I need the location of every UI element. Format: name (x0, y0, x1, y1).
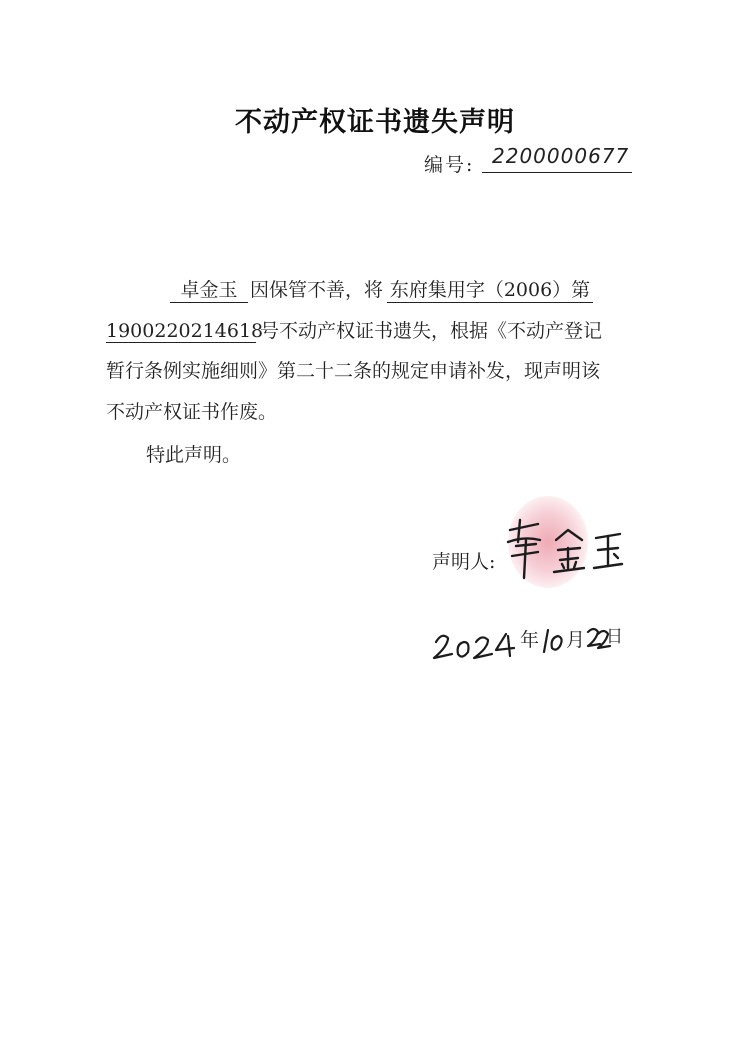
declarant-name-field: 卓金玉 (170, 275, 248, 303)
body-text-3: 暂行条例实施细则》第二十二条的规定申请补发，现声明该 (106, 360, 601, 382)
body-text-1: 因保管不善，将 (250, 279, 384, 301)
body-line-4 (106, 397, 277, 424)
closing-text: 特此声明。 (146, 444, 242, 466)
body-line-3 (106, 356, 600, 383)
certificate-word-field: 东府集用字（2006）第 (387, 275, 593, 303)
document-title: 不动产权证书遗失声明 (235, 107, 515, 138)
handwritten-signature (498, 510, 628, 590)
handwritten-date (430, 612, 623, 667)
reference-number: 2200000677 (482, 144, 632, 173)
closing-line (106, 440, 241, 467)
reference-label: 编号: (424, 154, 475, 176)
month-character: 月 (566, 629, 586, 651)
body-text-4: 不动产权证书作废。 (106, 401, 278, 423)
body-line-2 (106, 316, 602, 343)
date-area (430, 612, 623, 667)
certificate-number-field: 1900220214618 (106, 320, 264, 342)
body-text-2: 号不动产权证书遗失，根据《不动产登记 (260, 320, 603, 342)
year-character: 年 (520, 629, 540, 651)
day-character: 日 (606, 627, 623, 647)
declarant-label: 声明人: (432, 551, 496, 573)
body-line-1 (106, 275, 597, 303)
reference-row (424, 144, 630, 177)
